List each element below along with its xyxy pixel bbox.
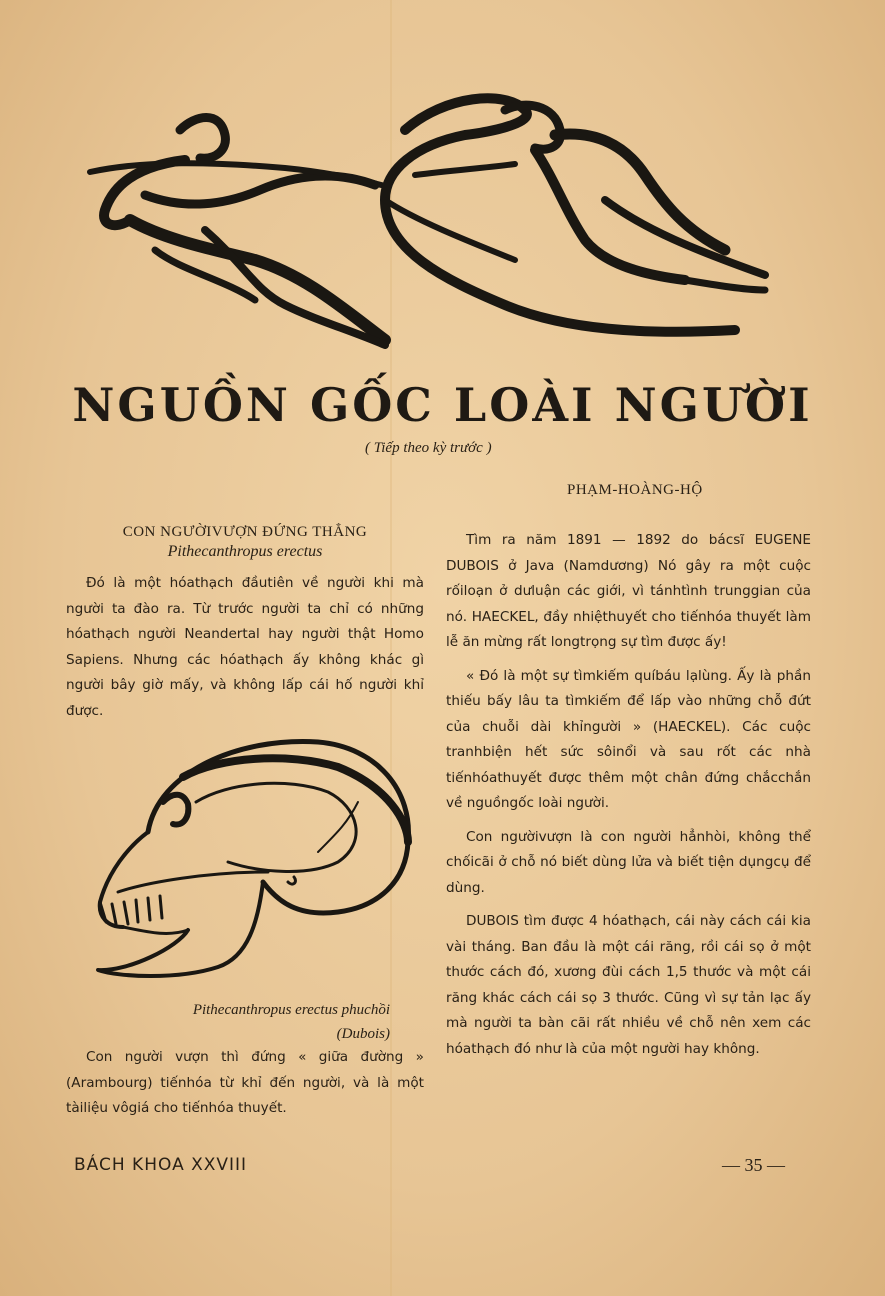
- article-title: NGUỒN GỐC LOÀI NGƯỜI: [72, 378, 813, 432]
- page-number: — 35 —: [722, 1155, 785, 1175]
- right-paragraph-1: Tìm ra năm 1891 — 1892 do bácsĩ EUGENE DUBOIS ở Java (Namdương) Nó gây ra một cuộc rốiloạn ở dưluận các giới, vì tánhtình trunggian của nó. HAECKEL, đầy nhiệthuyết cho tiếnhóa thuyết làm lễ ăn mừng rất longtrọng sự tìm được ấy!: [446, 532, 811, 650]
- left-paragraph-1: Đó là một hóathạch đầutiên về người khi mà người ta đào ra. Từ trước người ta chỉ có những hóathạch người Neandertal hay người thật Homo Sapiens. Nhưng các hóathạch ấy không khác gì người bây giờ mấy, và không lấp cái hố người khỉ được.: [66, 575, 424, 719]
- article-author: PHẠM-HOÀNG-HỘ: [567, 482, 703, 498]
- skull-illustration: [88, 732, 424, 984]
- caption-line-2: (Dubois): [336, 1026, 390, 1042]
- magazine-name: BÁCH KHOA XXVIII: [74, 1155, 248, 1175]
- right-paragraph-2: « Đó là một sự tìmkiếm quíbáu lạlùng. Ấy là phần thiếu bấy lâu ta tìmkiếm để lấp vào những chỗ đứt của chuỗi dài khỉngười » (HAECKEL). Các cuộc tranhbiện hết sức sôinổi và sau rốt các nhà tiếnhóathuyết được thêm một chân đứng chắcchắn về nguồngốc loài người.: [446, 667, 811, 811]
- section-subheading: Pithecanthropus erectus: [167, 543, 323, 560]
- right-column: [446, 528, 811, 1070]
- right-paragraph-3: Con ngườivượn là con người hẳnhòi, không thể chốicãi ở chỗ nó biết dùng lửa và biết tiện dụngcụ để dùng.: [446, 828, 811, 896]
- left-paragraph-2: Con người vượn thì đứng « giữa đường » (Arambourg) tiếnhóa từ khỉ đến người, và là một tàiliệu vôgiá cho tiếnhóa thuyết.: [66, 1049, 424, 1116]
- left-column: [66, 524, 424, 724]
- header-illustration: [85, 90, 775, 370]
- right-paragraph-4: DUBOIS tìm được 4 hóathạch, cái này cách cái kia vài tháng. Ban đầu là một cái răng, rồi cái sọ ở một thước cách đó, xương đùi cách 1,5 thước và một cái răng khác cách cái sọ 3 thước. Cũng vì sự tản lạc ấy mà người ta bàn cãi rất nhiều về chỗ nên xem các hóathạch đó như là của một người hay không.: [446, 913, 811, 1057]
- article-subtitle: ( Tiếp theo kỳ trước ): [365, 440, 492, 456]
- caption-line-1: Pithecanthropus erectus phuchồi: [192, 1002, 390, 1018]
- section-heading: CON NGƯỜIVƯỢN ĐỨNG THẲNG: [122, 524, 368, 540]
- left-column-bottom: [66, 1045, 424, 1122]
- skull-caption: [100, 998, 390, 1046]
